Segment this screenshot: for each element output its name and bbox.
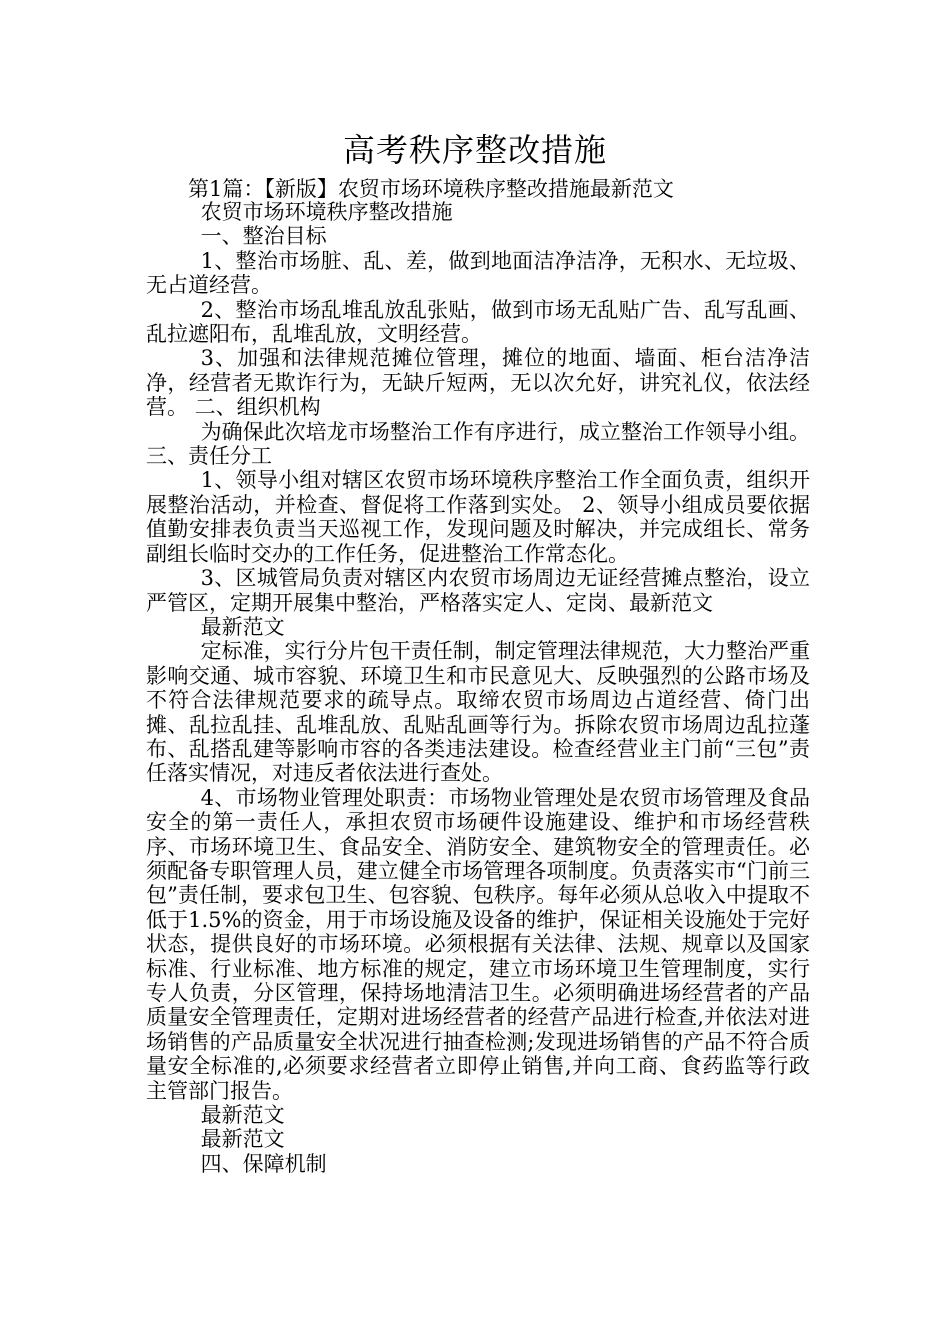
paragraph: 3、加强和法律规范摊位管理，摊位的地面、墙面、柜台洁净洁净，经营者无欺诈行为，无缺斤短两，无以次允好，讲究礼仪，依法经营。 二、组织机构 <box>146 346 810 420</box>
section-heading: 四、保障机制 <box>200 1151 327 1176</box>
paragraph: 为确保此次培龙市场整治工作有序进行，成立整治工作领导小组。 三、责任分工 <box>146 419 810 469</box>
paragraph: 2、整治市场乱堆乱放乱张贴，做到市场无乱贴广告、乱写乱画、乱拉遮阳布，乱堆乱放，文明经营。 <box>146 297 810 347</box>
paragraph: 1、整治市场脏、乱、差，做到地面洁净洁净，无积水、无垃圾、无占道经营。 <box>146 248 810 298</box>
paragraph: 最新范文 <box>200 1103 285 1128</box>
paragraph: 3、区城管局负责对辖区内农贸市场周边无证经营摊点整治，设立严管区，定期开展集中整治，严格落实定人、定岗、最新范文 <box>146 566 810 615</box>
section-heading: 一、整治目标 <box>200 224 327 249</box>
paragraph: 1、领导小组对辖区农贸市场环境秩序整治工作全面负责，组织开展整治活动，并检查、督促将工作落到实处。 2、领导小组成员要依据值勤安排表负责当天巡视工作，发现问题及时解决，并完成组长、常务副组长临时交办的工作任务，促进整治工作常态化。 <box>146 468 810 566</box>
paragraph-heading: 农贸市场环境秩序整改措施 <box>200 200 453 224</box>
paragraph: 定标准，实行分片包干责任制，制定管理法律规范，大力整治严重影响交通、城市容貌、环境卫生和市民意见大、反映强烈的公路市场及不符合法律规范要求的疏导点。取缔农贸市场周边占道经营、倚门出摊、乱拉乱挂、乱堆乱放、乱贴乱画等行为。拆除农贸市场周边乱拉蓬布、乱搭乱建等影响市容的各类违法建设。检查经营业主门前“三包”责任落实情况，对违反者依法进行查处。 <box>146 639 810 786</box>
document-body <box>146 200 810 1176</box>
paragraph: 最新范文 <box>200 614 285 639</box>
paragraph: 最新范文 <box>200 1127 285 1152</box>
document-subtitle: 第1篇：【新版】农贸市场环境秩序整改措施最新范文 <box>188 177 674 201</box>
paragraph: 4、市场物业管理处职责：市场物业管理处是农贸市场管理及食品安全的第一责任人，承担农贸市场硬件设施建设、维护和市场经营秩序、市场环境卫生、食品安全、消防安全、建筑物安全的管理责任。必须配备专职管理人员，建立健全市场管理各项制度。负责落实市“门前三包”责任制，要求包卫生、包容貌、包秩序。每年必须从总收入中提取不低于1.5%的资金，用于市场设施及设备的维护，保证相关设施处于完好状态，提供良好的市场环境。必须根据有关法律、法规、规章以及国家标准、行业标准、地方标准的规定，建立市场环境卫生管理制度，实行专人负责，分区管理，保持场地清洁卫生。必须明确进场经营者的产品质量安全管理责任，定期对进场经营者的经营产品进行检查,并依法对进场销售的产品质量安全状况进行抽查检测;发现进场销售的产品不符合质量安全标准的,必须要求经营者立即停止销售,并向工商、食药监等行政主管部门报告。 <box>146 785 810 1103</box>
document-title: 高考秩序整改措施 <box>342 131 607 169</box>
